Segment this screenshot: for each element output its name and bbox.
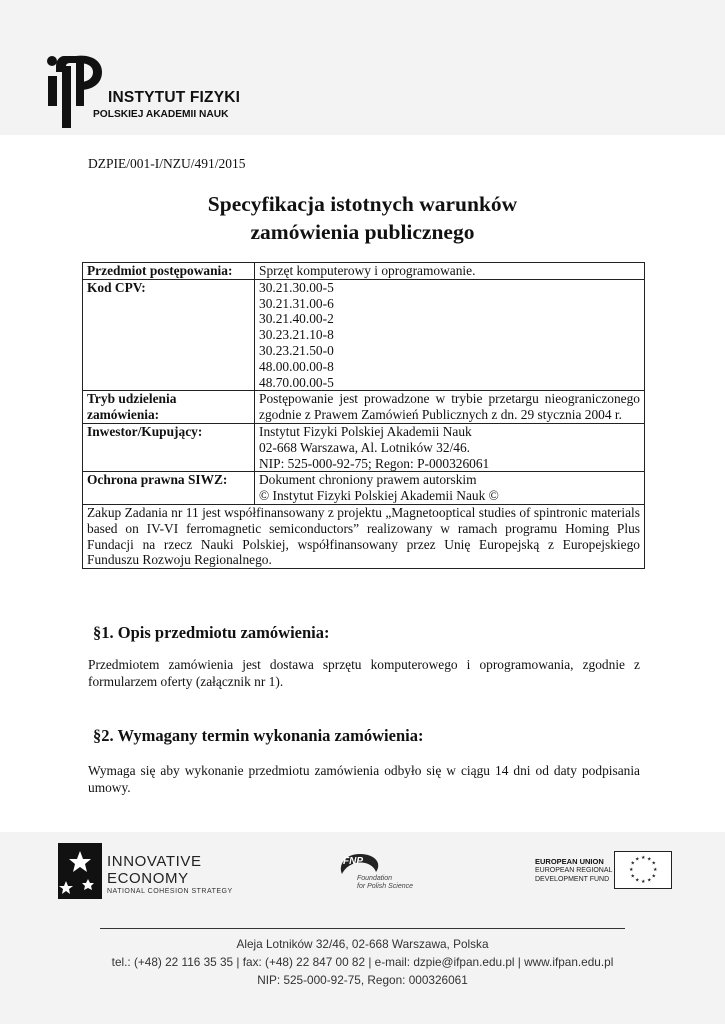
svg-text:★: ★ xyxy=(635,856,640,863)
table-row xyxy=(83,279,645,391)
eu-line3: DEVELOPMENT FUND xyxy=(535,876,610,883)
investor-line: NIP: 525-000-92-75; Regon: P-000326061 xyxy=(259,455,490,471)
footer-contacts: tel.: (+48) 22 116 35 35 | fax: (+48) 22 847 00 82 | e-mail: dzpie@ifpan.edu.pl | www.ifpan.edu.pl xyxy=(111,955,614,969)
cpv-code: 30.21.31.00-6 xyxy=(259,295,334,311)
logo-line2: POLSKIEJ AKADEMII NAUK xyxy=(93,109,229,120)
table-row xyxy=(83,504,645,568)
cpv-codes xyxy=(255,279,645,391)
protection-value xyxy=(255,472,645,505)
protection-line: © Instytut Fizyki Polskiej Akademii Nauk © xyxy=(259,488,499,504)
svg-text:★: ★ xyxy=(647,877,652,884)
mode-label: Tryb udzielenia zamówienia: xyxy=(83,391,255,424)
eu-flag-icon xyxy=(614,851,672,889)
protection-label: Ochrona prawna SIWZ: xyxy=(83,472,255,505)
cpv-code: 48.70.00.00-5 xyxy=(259,374,334,390)
svg-text:★: ★ xyxy=(651,873,656,880)
protection-line: Dokument chroniony prawem autorskim xyxy=(259,472,477,488)
innovative-economy-line2: ECONOMY xyxy=(107,870,189,887)
svg-text:★: ★ xyxy=(641,855,646,861)
innovative-economy-line1: INNOVATIVE xyxy=(107,853,202,870)
investor-line: Instytut Fizyki Polskiej Akademii Nauk xyxy=(259,423,472,439)
svg-text:★: ★ xyxy=(629,867,634,873)
ifpan-logo xyxy=(46,52,276,130)
logo-line1: INSTYTUT FIZYKI xyxy=(108,89,241,106)
cpv-code: 30.23.21.50-0 xyxy=(259,342,334,358)
fnp-logo-text: FNP xyxy=(343,856,363,867)
investor-line: 02-668 Warszawa, Al. Lotników 32/46. xyxy=(259,439,471,455)
svg-text:★: ★ xyxy=(651,860,656,867)
table-row xyxy=(83,391,645,424)
svg-text:★: ★ xyxy=(635,877,640,884)
cpv-code: 30.23.21.10-8 xyxy=(259,327,334,343)
table-row xyxy=(83,263,645,280)
svg-text:★: ★ xyxy=(647,856,652,863)
document-reference: DZPIE/001-I/NZU/491/2015 xyxy=(88,156,246,171)
mode-value: Postępowanie jest prowadzone w trybie przetargu nieograniczonego zgodnie z Prawem Zamówień Publicznych z dn. 29 stycznia 2004 r. xyxy=(255,391,645,424)
section-text-2: Wymaga się aby wykonanie przedmiotu zamówienia odbyło się w ciągu 14 dni od daty podpisania umowy. xyxy=(88,763,640,795)
fnp-subtitle-line1: Foundation xyxy=(357,875,393,882)
eu-line2: EUROPEAN REGIONAL xyxy=(535,867,613,874)
specification-table xyxy=(82,262,645,569)
svg-text:★: ★ xyxy=(630,860,635,867)
eu-line1: EUROPEAN UNION xyxy=(535,857,604,866)
footer-address: Aleja Lotników 32/46, 02-668 Warszawa, Polska xyxy=(236,937,489,951)
investor-value xyxy=(255,423,645,471)
subject-label: Przedmiot postępowania: xyxy=(83,263,255,280)
document-title-line2: zamówienia publicznego xyxy=(250,220,475,244)
cpv-code: 48.00.00.00-8 xyxy=(259,358,334,374)
svg-text:★: ★ xyxy=(641,879,646,885)
table-row xyxy=(83,472,645,505)
svg-text:★: ★ xyxy=(630,873,635,880)
funding-note: Zakup Zadania nr 11 jest współfinansowany z projektu „Magnetooptical studies of spintronic materials based on IV-VI ferromagnetic semiconductors” realizowany w ramach programu Homing Plus Fundacji na rzecz Nauki Polskiej, współfinansowany przez Unię Europejską z Europejskiego Funduszu Rozwoju Regionalnego. xyxy=(83,504,645,568)
section-heading-2: §2. Wymagany termin wykonania zamówienia: xyxy=(93,726,424,745)
innovative-economy-line3: NATIONAL COHESION STRATEGY xyxy=(107,888,233,895)
fnp-subtitle-line2: for Polish Science xyxy=(357,883,414,890)
subject-value: Sprzęt komputerowy i oprogramowanie. xyxy=(255,263,645,280)
cpv-code: 30.21.40.00-2 xyxy=(259,311,334,327)
footer-tax-ids: NIP: 525-000-92-75, Regon: 000326061 xyxy=(257,973,468,987)
investor-label: Inwestor/Kupujący: xyxy=(83,423,255,471)
document-title-line1: Specyfikacja istotnych warunków xyxy=(207,192,518,216)
table-row xyxy=(83,423,645,471)
cpv-code: 30.21.30.00-5 xyxy=(259,279,334,295)
section-heading-1: §1. Opis przedmiotu zamówienia: xyxy=(93,623,330,642)
cpv-label: Kod CPV: xyxy=(83,279,255,391)
footer-divider xyxy=(100,928,625,929)
svg-text:★: ★ xyxy=(653,867,658,873)
section-text-1: Przedmiotem zamówienia jest dostawa sprzętu komputerowego i oprogramowania, zgodnie z formularzem oferty (załącznik nr 1). xyxy=(88,657,640,689)
